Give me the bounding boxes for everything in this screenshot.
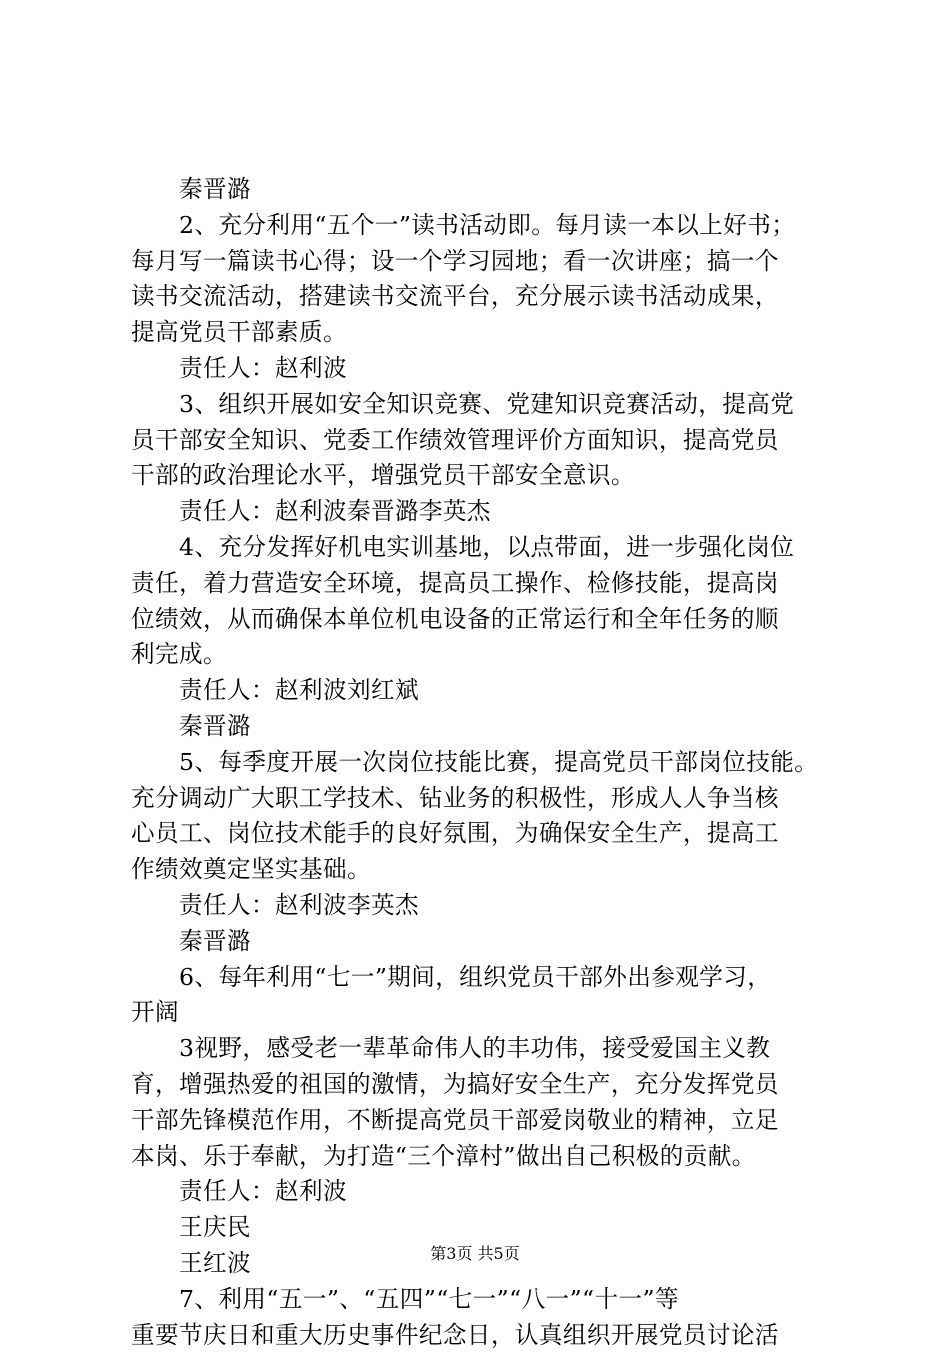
text-line: 读书交流活动，搭建读书交流平台，充分展示读书活动成果，: [131, 279, 843, 315]
document-body: [131, 172, 843, 1353]
text-line: 5、每季度开展一次岗位技能比赛，提高党员干部岗位技能。: [131, 745, 843, 781]
text-line: 4、充分发挥好机电实训基地，以点带面，进一步强化岗位: [131, 530, 843, 566]
text-line: 责任，着力营造安全环境，提高员工操作、检修技能，提高岗: [131, 566, 843, 602]
text-line: 3视野，感受老一辈革命伟人的丰功伟，接受爱国主义教: [131, 1031, 843, 1067]
text-line: 员干部安全知识、党委工作绩效管理评价方面知识，提高党员: [131, 423, 843, 459]
text-line: 王红波: [131, 1246, 843, 1282]
text-line: 重要节庆日和重大历史事件纪念日，认真组织开展党员讨论活: [131, 1318, 843, 1353]
text-line: 2、充分利用“五个一”读书活动即。每月读一本以上好书；: [131, 208, 843, 244]
text-line: 位绩效，从而确保本单位机电设备的正常运行和全年任务的顺: [131, 602, 843, 638]
text-line: 秦晋潞: [131, 709, 843, 745]
text-line: 干部先锋模范作用，不断提高党员干部爱岗敬业的精神，立足: [131, 1103, 843, 1139]
text-line: 6、每年利用“七一”期间，组织党员干部外出参观学习，: [131, 960, 843, 996]
text-line: 提高党员干部素质。: [131, 315, 843, 351]
text-line: 秦晋潞: [131, 924, 843, 960]
text-line: 王庆民: [131, 1210, 843, 1246]
text-line: 育，增强热爱的祖国的激情，为搞好安全生产，充分发挥党员: [131, 1067, 843, 1103]
text-line: 责任人：赵利波: [131, 1174, 843, 1210]
text-line: 责任人：赵利波: [131, 351, 843, 387]
text-line: 作绩效奠定坚实基础。: [131, 852, 843, 888]
text-line: 心员工、岗位技术能手的良好氛围，为确保安全生产，提高工: [131, 816, 843, 852]
text-line: 开阔: [131, 995, 843, 1031]
page-footer: 第3页 共5页: [0, 1244, 950, 1264]
text-line: 充分调动广大职工学技术、钻业务的积极性，形成人人争当核: [131, 781, 843, 817]
text-line: 3、组织开展如安全知识竞赛、党建知识竞赛活动，提高党: [131, 387, 843, 423]
text-line: 利完成。: [131, 637, 843, 673]
text-line: 本岗、乐于奉献，为打造“三个漳村”做出自己积极的贡献。: [131, 1139, 843, 1175]
text-line: 责任人：赵利波刘红斌: [131, 673, 843, 709]
text-line: 干部的政治理论水平，增强党员干部安全意识。: [131, 458, 843, 494]
text-line: 秦晋潞: [131, 172, 843, 208]
text-line: 责任人：赵利波李英杰: [131, 888, 843, 924]
text-line: 每月写一篇读书心得；设一个学习园地；看一次讲座；搞一个: [131, 244, 843, 280]
text-line: 7、利用“五一”、“五四”“七一”“八一”“十一”等: [131, 1282, 843, 1318]
text-line: 责任人：赵利波秦晋潞李英杰: [131, 494, 843, 530]
